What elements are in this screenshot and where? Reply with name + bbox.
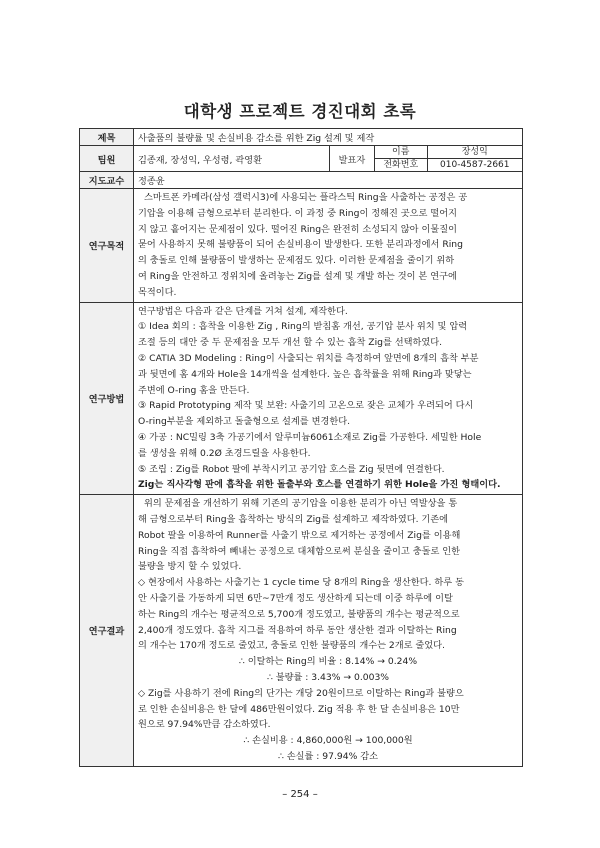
purpose-line: 스마트폰 카메라(삼성 갤럭시3)에 사용되는 플라스틱 Ring을 사출하는 공정은 공 bbox=[144, 192, 468, 203]
method-line: ③ Rapid Prototyping 제작 및 보완: 사출기의 고온으로 잦은 교체가 우려되어 다시 bbox=[138, 400, 474, 412]
result-line: Robot 팔을 이용하여 Runner를 사출기 밖으로 제거하는 공정에서 Zig를 이용해 bbox=[138, 529, 461, 541]
method-line: 주변에 O-ring 홈을 만든다. bbox=[138, 384, 250, 396]
method-line: ④ 가공 : NC밀링 3축 가공기에서 알루미늄6061소재로 Zig를 가공한다. 세밀한 Hole bbox=[138, 431, 482, 443]
result-summary: ∴ 손실비용 : 4,860,000원 → 100,000원 bbox=[243, 735, 413, 747]
presenter-contact-table bbox=[375, 146, 522, 171]
presenter-phone: 010-4587-2661 bbox=[427, 159, 522, 172]
result-label: 연구결과 bbox=[80, 495, 134, 767]
method-line: 를 생성을 위해 0.2Ø 초경드릴을 사용한다. bbox=[138, 447, 311, 459]
result-summary: ∴ 이탈하는 Ring의 비율 : 8.14% → 0.24% bbox=[238, 656, 418, 668]
method-line: 조절 등의 대안 중 두 문제점을 모두 개선 할 수 있는 흡착 Zig를 선택하였다. bbox=[138, 337, 443, 349]
method-summary: Zig는 직사각형 판에 흡착을 위한 돌출부와 호스를 연결하기 위한 Hole을 가진 형태이다. bbox=[138, 479, 501, 491]
result-line: 의 개수는 170개 정도로 줄었고, 충돌로 인한 불량품의 개수는 2개로 줄었다. bbox=[138, 640, 445, 652]
presenter-name: 장성익 bbox=[427, 146, 522, 159]
team-label: 팀원 bbox=[80, 146, 134, 172]
name-label: 이름 bbox=[392, 147, 410, 157]
method-row bbox=[80, 302, 523, 495]
result-line: 2,400개 정도였다. 흡착 지그를 적용하여 하루 동안 생산한 결과 이탈하는 Ring bbox=[138, 624, 457, 636]
purpose-label: 연구목적 bbox=[80, 189, 134, 303]
result-line: ◇ 현장에서 사용하는 사출기는 1 cycle time 당 8개의 Ring을 생산한다. 하루 동 bbox=[138, 577, 464, 589]
method-line: 과 뒷면에 홈 4개와 Hole을 14개씩을 설계한다. 높은 흡착률을 위해 Ring과 맞닿는 bbox=[138, 368, 472, 380]
method-line: ① Idea 회의 : 흡착을 이용한 Zig , Ring의 받침홈 개선, 공기압 분사 위치 및 압력 bbox=[138, 321, 468, 333]
purpose-row bbox=[80, 189, 523, 303]
method-text bbox=[134, 302, 523, 495]
purpose-text bbox=[134, 189, 523, 303]
abstract-table bbox=[79, 128, 523, 767]
method-line: O-ring부분을 제외하고 돌출형으로 설계를 변경한다. bbox=[138, 416, 351, 428]
result-summary: ∴ 손실률 : 97.94% 감소 bbox=[277, 750, 379, 762]
purpose-line: 묻어 사용하지 못해 불량품이 되어 손실비용이 발생한다. 또한 분리과정에서 Ring bbox=[138, 239, 463, 251]
advisor-label: 지도교수 bbox=[80, 172, 134, 189]
team-value: 김종재, 장성익, 우성령, 곽영환 bbox=[134, 146, 330, 172]
advisor-value: 정종윤 bbox=[134, 172, 523, 189]
method-line: 연구방법은 다음과 같은 단계를 거쳐 설계, 제작한다. bbox=[138, 305, 348, 317]
result-line: Ring을 직접 흡착하여 빼내는 공정으로 대체함으로써 분실을 줄이고 충돌로 인한 bbox=[138, 545, 461, 557]
method-label: 연구방법 bbox=[80, 302, 134, 495]
purpose-line: 지 않고 흩어지는 문제점이 있다. 떨어진 Ring은 완전히 소성되지 않아 이물질이 bbox=[138, 223, 457, 235]
presenter-label: 발표자 bbox=[330, 146, 375, 172]
advisor-row bbox=[80, 172, 523, 189]
purpose-line: 여 Ring을 안전하고 정위치에 올려놓는 Zig를 설계 및 개발 하는 것이 본 연구에 bbox=[138, 270, 457, 282]
result-line: 원으로 97.94%만큼 감소하였다. bbox=[138, 719, 271, 731]
presenter-contact bbox=[375, 146, 523, 172]
purpose-line: 목적이다. bbox=[138, 286, 177, 298]
page-title: 대학생 프로젝트 경진대회 초록 bbox=[183, 102, 417, 121]
result-line: 로 인한 손실비용은 한 달에 486만원이었다. Zig 적용 후 한 달 손실비용은 10만 bbox=[138, 703, 460, 715]
page-number: – 254 – bbox=[282, 789, 318, 800]
subject-value: 사출품의 불량률 및 손실비용 감소를 위한 Zig 설계 및 제작 bbox=[134, 129, 523, 146]
purpose-line: 기압을 이용해 금형으로부터 분리한다. 이 과정 중 Ring이 정해진 곳으로 떨어지 bbox=[138, 207, 457, 219]
result-line: ◇ Zig를 사용하기 전에 Ring의 단가는 개당 20원이므로 이탈하는 Ring과 불량으 bbox=[138, 687, 464, 699]
result-line: 위의 문제점을 개선하기 위해 기존의 공기압을 이용한 분리가 아닌 역발상을 통 bbox=[144, 498, 458, 510]
phone-label: 전화번호 bbox=[375, 159, 427, 172]
result-line: 해 금형으로부터 Ring을 흡착하는 방식의 Zig를 설계하고 제작하였다. 기존에 bbox=[138, 513, 449, 525]
method-line: ⑤ 조립 : Zig를 Robot 팔에 부착시키고 공기압 호스를 Zig 뒷면에 연결한다. bbox=[138, 463, 445, 475]
subject-row bbox=[80, 129, 523, 146]
result-row bbox=[80, 495, 523, 767]
purpose-line: 의 충돌로 인해 불량품이 발생하는 문제점도 있다. 이러한 문제점을 줄이기 위하 bbox=[138, 255, 455, 267]
subject-label: 제목 bbox=[80, 129, 134, 146]
result-text bbox=[134, 495, 523, 767]
method-line: ② CATIA 3D Modeling : Ring이 사출되는 위치를 측정하여 앞면에 8개의 흡착 부분 bbox=[138, 352, 479, 364]
result-summary: ∴ 불량률 : 3.43% → 0.003% bbox=[266, 671, 390, 683]
result-line: 불량을 방지 할 수 있었다. bbox=[138, 561, 242, 573]
result-line: 안 사출기를 가동하게 되면 6만~7만개 정도 생산하게 되는데 이중 하루에 이탈 bbox=[138, 592, 453, 604]
team-row bbox=[80, 146, 523, 172]
result-line: 하는 Ring의 개수는 평균적으로 5,700개 정도였고, 불량품의 개수는 평균적으로 bbox=[138, 608, 460, 620]
